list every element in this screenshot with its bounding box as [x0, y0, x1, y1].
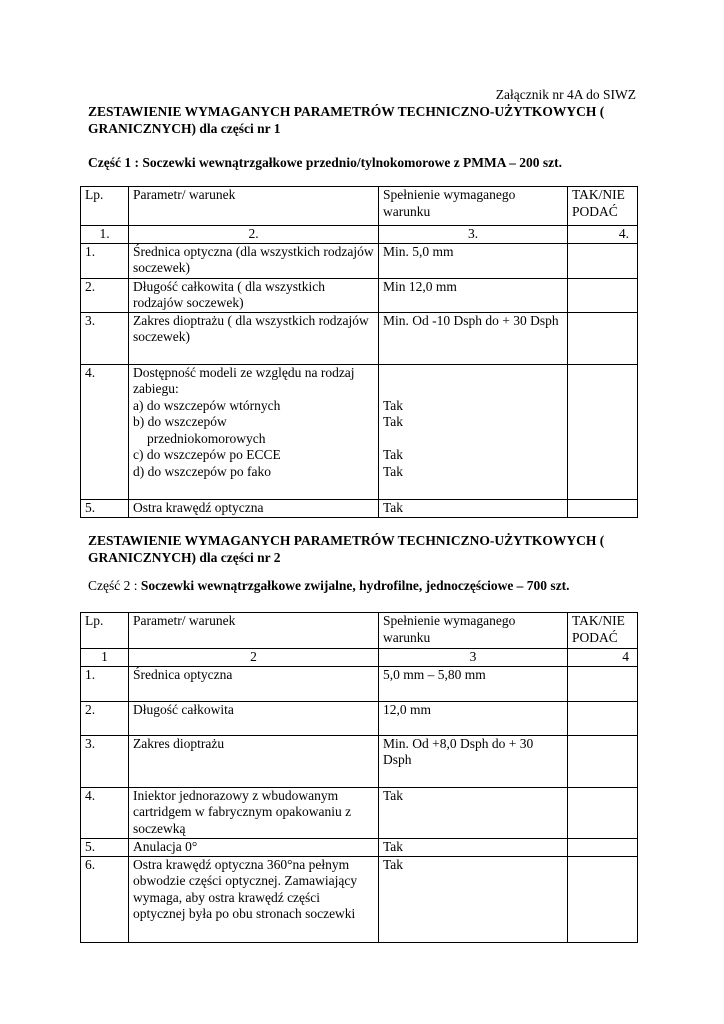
- section1-heading: ZESTAWIENIE WYMAGANYCH PARAMETRÓW TECHNICZNO-UŻYTKOWYCH ( GRANICZNYCH) dla części nr 1: [88, 104, 605, 136]
- table-row: [81, 666, 638, 701]
- col-number: 1: [81, 649, 129, 667]
- value-d: Tak: [383, 463, 404, 479]
- row-value: 5,0 mm – 5,80 mm: [379, 666, 568, 701]
- table-row: [81, 364, 638, 499]
- row-lp: 3.: [81, 735, 129, 787]
- header-yesno: TAK/NIE PODAĆ: [568, 187, 638, 226]
- row-answer-cell: [568, 856, 638, 942]
- section1-part-title: Część 1 : Soczewki wewnątrzgałkowe przednio/tylnokomorowe z PMMA – 200 szt.: [88, 155, 563, 170]
- row-value: Tak: [379, 856, 568, 942]
- table-row: [81, 499, 638, 517]
- column-number-row: [81, 649, 638, 667]
- row-param: [129, 364, 379, 499]
- row-lp: 6.: [81, 856, 129, 942]
- row-answer-cell: [568, 701, 638, 735]
- table-row: [81, 787, 638, 838]
- col-number: 3.: [379, 226, 568, 244]
- param-option-a: a) do wszczepów wtórnych: [133, 397, 281, 413]
- row-value: Min. 5,0 mm: [379, 243, 568, 278]
- row-answer-cell: [568, 243, 638, 278]
- col-number: 4.: [568, 226, 638, 244]
- header-yesno: TAK/NIE PODAĆ: [568, 613, 638, 649]
- param-option-b: b) do wszczepów: [133, 414, 227, 429]
- table-row: [81, 243, 638, 278]
- table-row: [81, 701, 638, 735]
- table-row: [81, 735, 638, 787]
- value-b: Tak: [383, 414, 404, 429]
- col-number: 3: [379, 649, 568, 667]
- header-lp: Lp.: [81, 187, 129, 226]
- row-value: Tak: [379, 499, 568, 517]
- header-value: Spełnienie wymaganego warunku: [379, 187, 568, 226]
- header-param: Parametr/ warunek: [129, 187, 379, 226]
- row-param: Anulacja 0°: [129, 838, 379, 856]
- column-number-row: [81, 226, 638, 244]
- row-lp: 1.: [81, 243, 129, 278]
- row-lp: 1.: [81, 666, 129, 701]
- row-answer-cell: [568, 838, 638, 856]
- section1-table: [80, 186, 638, 518]
- col-number: 2.: [129, 226, 379, 244]
- annex-label: Załącznik nr 4A do SIWZ: [495, 87, 636, 102]
- row-answer-cell: [568, 278, 638, 312]
- row-param: Zakres dioptrażu: [129, 735, 379, 787]
- row-value: Tak: [379, 838, 568, 856]
- table-header-row: [81, 613, 638, 649]
- col-number: 2: [129, 649, 379, 667]
- row-lp: 5.: [81, 499, 129, 517]
- table-row: [81, 838, 638, 856]
- row-value: Min 12,0 mm: [379, 278, 568, 312]
- row-value: Min. Od -10 Dsph do + 30 Dsph: [379, 312, 568, 364]
- row-answer-cell: [568, 364, 638, 499]
- row-param: Iniektor jednorazowy z wbudowanym cartridgem w fabrycznym opakowaniu z soczewką: [129, 787, 379, 838]
- row-param: Długość całkowita ( dla wszystkich rodzajów soczewek): [129, 278, 379, 312]
- section2-part-title: [88, 577, 570, 594]
- param-option-c: c) do wszczepów po ECCE: [133, 447, 281, 462]
- table-row: [81, 278, 638, 312]
- section2-table: [80, 612, 638, 943]
- row-value: Min. Od +8,0 Dsph do + 30 Dsph: [379, 735, 568, 787]
- row-param: Długość całkowita: [129, 701, 379, 735]
- row-value: 12,0 mm: [379, 701, 568, 735]
- section2-part-name: Soczewki wewnątrzgałkowe zwijalne, hydrofilne, jednoczęściowe – 700 szt.: [140, 578, 570, 593]
- col-number: 4: [568, 649, 638, 667]
- param-intro: Dostępność modeli ze względu na rodzaj zabiegu:: [133, 364, 355, 396]
- row-answer-cell: [568, 666, 638, 701]
- row-lp: 2.: [81, 701, 129, 735]
- param-option-b-cont: przedniokomorowych: [147, 430, 266, 446]
- table-header-row: [81, 187, 638, 226]
- row-param: Średnica optyczna: [129, 666, 379, 701]
- header-value: Spełnienie wymaganego warunku: [379, 613, 568, 649]
- header-lp: Lp.: [81, 613, 129, 649]
- row-answer-cell: [568, 787, 638, 838]
- param-option-d: d) do wszczepów po fako: [133, 463, 271, 479]
- row-value: [379, 364, 568, 499]
- row-lp: 5.: [81, 838, 129, 856]
- row-value: Tak: [379, 787, 568, 838]
- row-answer-cell: [568, 312, 638, 364]
- value-a: Tak: [383, 397, 404, 413]
- row-param: Zakres dioptrażu ( dla wszystkich rodzajów soczewek): [129, 312, 379, 364]
- row-lp: 4.: [81, 364, 129, 499]
- row-lp: 2.: [81, 278, 129, 312]
- col-number: 1.: [81, 226, 129, 244]
- row-param: Średnica optyczna (dla wszystkich rodzajów soczewek): [129, 243, 379, 278]
- table-row: [81, 856, 638, 942]
- row-answer-cell: [568, 499, 638, 517]
- table-row: [81, 312, 638, 364]
- value-c: Tak: [383, 447, 404, 462]
- header-param: Parametr/ warunek: [129, 613, 379, 649]
- row-lp: 4.: [81, 787, 129, 838]
- section2-heading: ZESTAWIENIE WYMAGANYCH PARAMETRÓW TECHNICZNO-UŻYTKOWYCH ( GRANICZNYCH) dla części nr 2: [88, 533, 605, 565]
- row-param: Ostra krawędź optyczna 360°na pełnym obwodzie części optycznej. Zamawiający wymaga, aby ostra krawędź części optycznej była po obu stronach soczewki: [129, 856, 379, 942]
- row-param: Ostra krawędź optyczna: [129, 499, 379, 517]
- section2-part-label: Część 2 :: [88, 578, 138, 593]
- row-answer-cell: [568, 735, 638, 787]
- row-lp: 3.: [81, 312, 129, 364]
